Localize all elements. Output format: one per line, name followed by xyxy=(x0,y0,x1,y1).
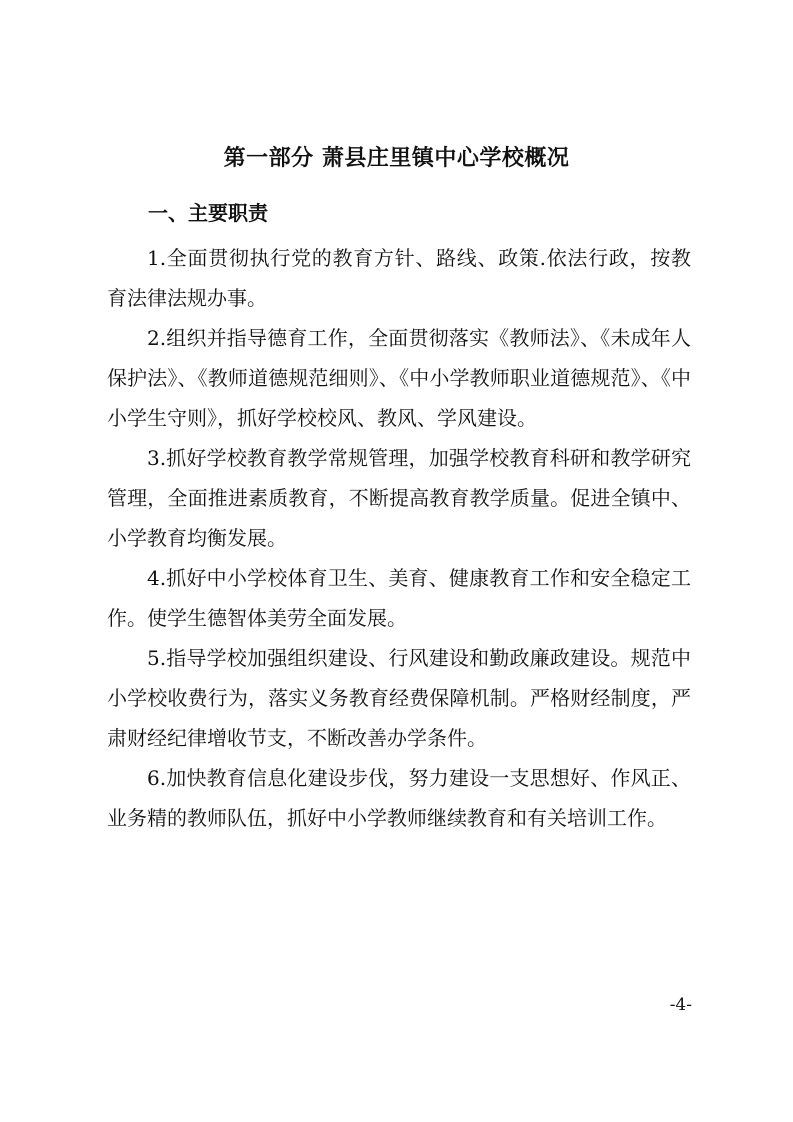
paragraph-4: 4.抓好中小学校体育卫生、美育、健康教育工作和安全稳定工作。使学生德智体美劳全面发展。 xyxy=(107,566,691,630)
page-number: -4- xyxy=(669,995,692,1015)
paragraph-1: 1.全面贯彻执行党的教育方针、路线、政策.依法行政，按教育法律法规办事。 xyxy=(107,246,691,310)
body-text xyxy=(107,238,691,838)
paragraph-2: 2.组织并指导德育工作，全面贯彻落实《教师法》、《未成年人保护法》、《教师道德规范细则》、《中小学教师职业道德规范》、《中小学生守则》，抓好学校校风、教风、学风建设。 xyxy=(107,326,691,430)
section-heading: 一、主要职责 xyxy=(148,201,268,225)
paragraph-6: 6.加快教育信息化建设步伐，努力建设一支思想好、作风正、业务精的教师队伍，抓好中小学教师继续教育和有关培训工作。 xyxy=(107,766,691,830)
paragraph-5: 5.指导学校加强组织建设、行风建设和勤政廉政建设。规范中小学校收费行为，落实义务教育经费保障机制。严格财经制度，严肃财经纪律增收节支，不断改善办学条件。 xyxy=(107,646,691,750)
paragraph-3: 3.抓好学校教育教学常规管理，加强学校教育科研和教学研究管理，全面推进素质教育，不断提高教育教学质量。促进全镇中、小学教育均衡发展。 xyxy=(107,446,691,550)
page-title: 第一部分 萧县庄里镇中心学校概况 xyxy=(223,146,570,171)
